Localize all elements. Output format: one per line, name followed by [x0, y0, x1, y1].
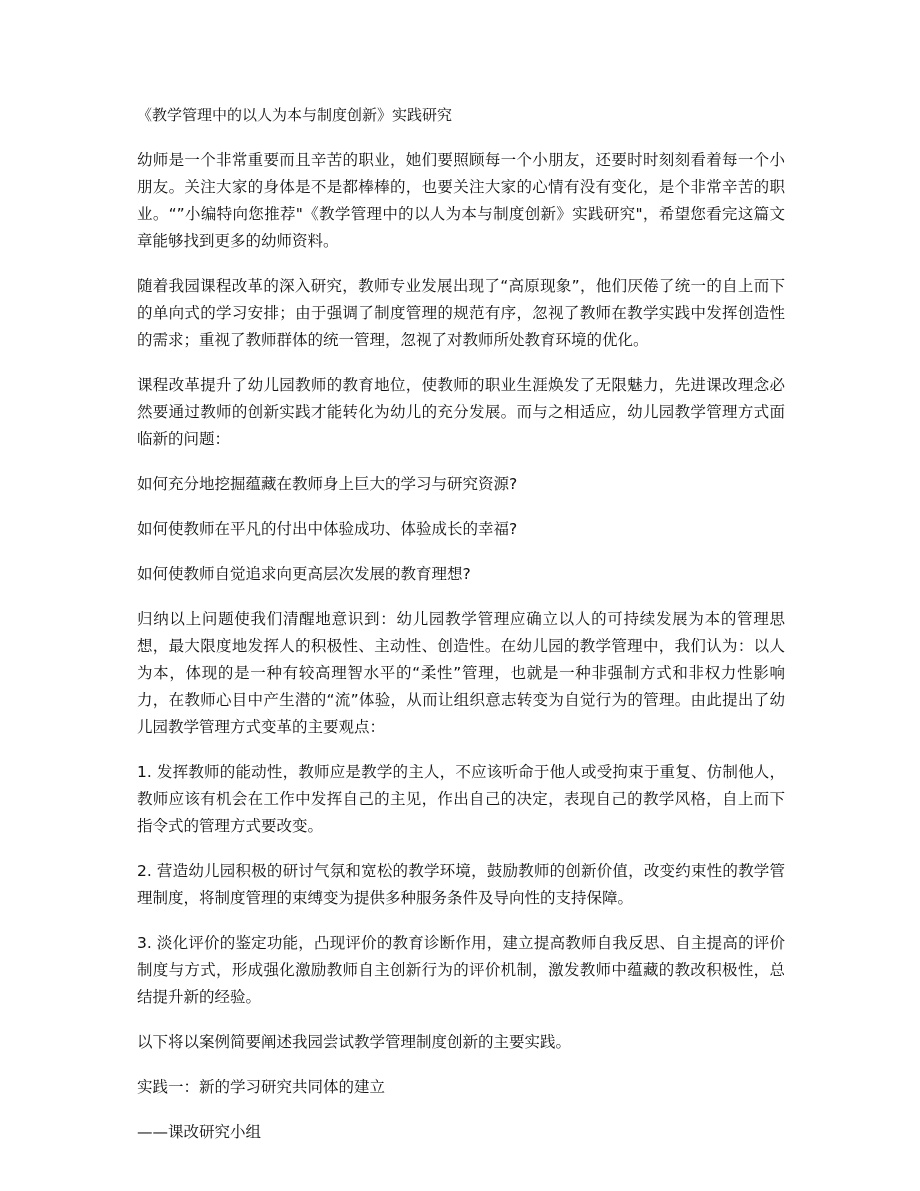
- paragraph-intro: 幼师是一个非常重要而且辛苦的职业，她们要照顾每一个小朋友，还要时时刻刻看着每一个小朋友。关注大家的身体是不是都棒棒的，也要关注大家的心情有没有变化，是个非常辛苦的职业。“”小编特向您推荐"《教学管理中的以人为本与制度创新》实践研究"，希望您看完这篇文章能够找到更多的幼师资料。: [137, 151, 785, 250]
- practice-heading: 实践一：新的学习研究共同体的建立: [137, 1078, 386, 1096]
- paragraph-reform: 课程改革提升了幼儿园教师的教育地位，使教师的职业生涯焕发了无限魅力，先进课改理念必然要通过教师的创新实践才能转化为幼儿的充分发展。而与之相适应，幼儿园教学管理方式面临新的问题：: [137, 376, 785, 448]
- question-3: 如何使教师自觉追求向更高层次发展的教育理想?: [137, 565, 471, 583]
- document-body: [137, 102, 785, 1164]
- paragraph-conclusion: 归纳以上问题使我们清醒地意识到：幼儿园教学管理应确立以人的可持续发展为本的管理思想，最大限度地发挥人的积极性、主动性、创造性。在幼儿园的教学管理中，我们认为：以人为本，体现的是一种有较高理智水平的“柔性”管理，也就是一种非强制方式和非权力性影响力，在教师心目中产生潜的“流”体验，从而让组织意志转变为自觉行为的管理。由此提出了幼儿园教学管理方式变革的主要观点：: [137, 610, 785, 736]
- paragraph-case-intro: 以下将以案例简要阐述我园尝试教学管理制度创新的主要实践。: [137, 1033, 572, 1051]
- practice-subheading: ——课改研究小组: [137, 1123, 262, 1141]
- question-2: 如何使教师在平凡的付出中体验成功、体验成长的幸福?: [137, 520, 518, 538]
- question-1: 如何充分地挖掘蕴藏在教师身上巨大的学习与研究资源?: [137, 475, 518, 493]
- point-3: 3. 淡化评价的鉴定功能，凸现评价的教育诊断作用，建立提高教师自我反思、自主提高的评价制度与方式，形成强化激励教师自主创新行为的评价机制，激发教师中蕴藏的教改积极性，总结提升新的经验。: [137, 934, 785, 1006]
- paragraph-background: 随着我园课程改革的深入研究，教师专业发展出现了“高原现象”，他们厌倦了统一的自上而下的单向式的学习安排；由于强调了制度管理的规范有序，忽视了教师在教学实践中发挥创造性的需求；重视了教师群体的统一管理，忽视了对教师所处教育环境的优化。: [137, 277, 785, 349]
- point-1: 1. 发挥教师的能动性，教师应是教学的主人，不应该听命于他人或受拘束于重复、仿制他人，教师应该有机会在工作中发挥自己的主见，作出自己的决定，表现自己的教学风格，自上而下指令式的管理方式要改变。: [137, 763, 785, 835]
- document-title: 《教学管理中的以人为本与制度创新》实践研究: [137, 106, 453, 124]
- point-2: 2. 营造幼儿园积极的研讨气氛和宽松的教学环境，鼓励教师的创新价值，改变约束性的教学管理制度，将制度管理的束缚变为提供多种服务条件及导向性的支持保障。: [137, 862, 785, 907]
